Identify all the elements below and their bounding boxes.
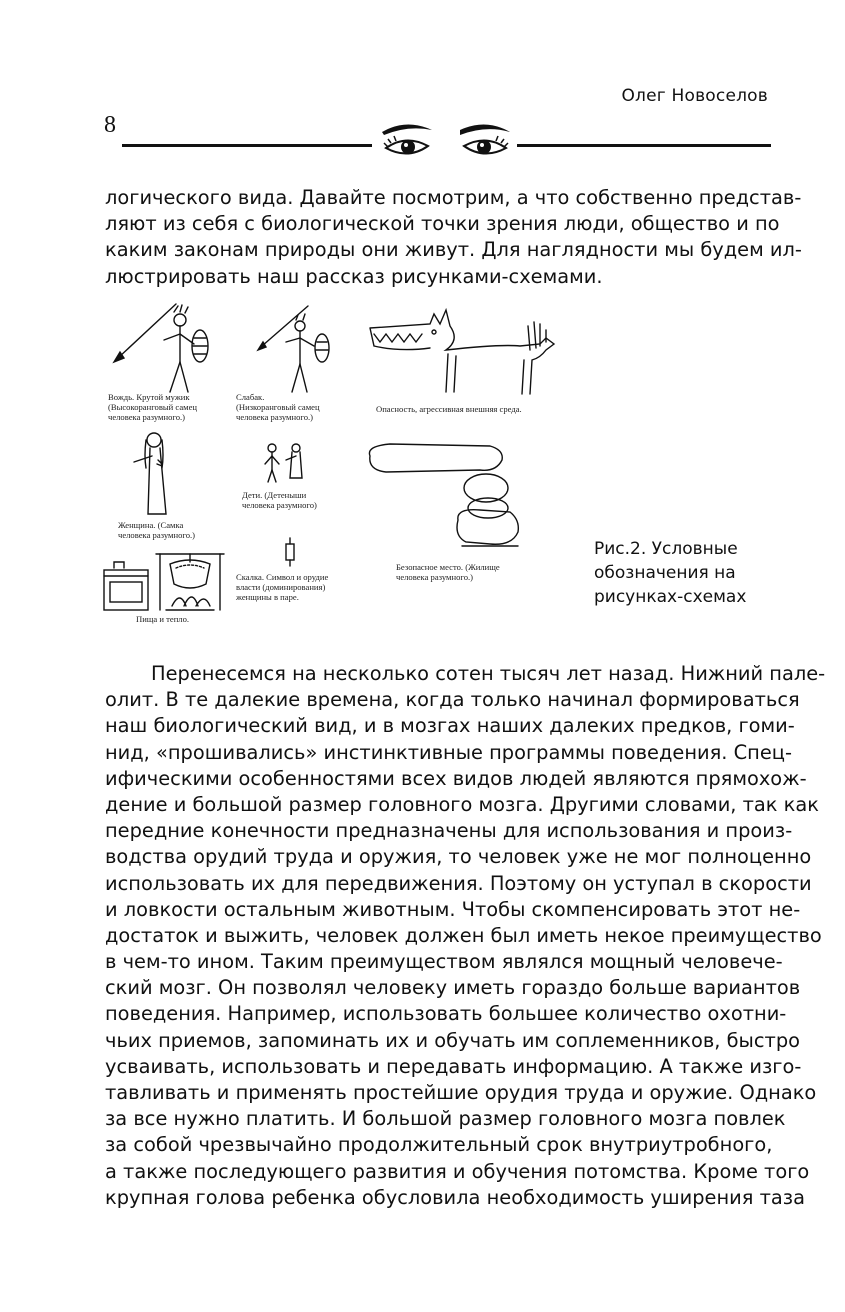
caption-line: Слабак. xyxy=(236,392,265,402)
text-line: ляют из себя с биологической точки зрения люди, общество и по xyxy=(105,212,780,236)
text-line: за все нужно платить. И большой размер головного мозга повлек xyxy=(105,1107,786,1131)
figure-symbols xyxy=(100,300,560,630)
text-line: чьих приемов, запоминать их и обучать им соплеменников, быстро xyxy=(105,1028,800,1052)
text-line: ифическими особенностями всех видов людей являются прямохож- xyxy=(105,766,807,790)
caption-food xyxy=(136,614,189,624)
text-line: логического вида. Давайте посмотрим, а что собственно представ- xyxy=(105,186,802,209)
safe-place-drawing xyxy=(369,444,518,546)
danger-wolf-drawing xyxy=(370,310,554,394)
text-line: достаток и выжить, человек должен был иметь некое преимущество xyxy=(105,923,822,947)
text-line: а также последующего развития и обучения потомства. Кроме того xyxy=(105,1159,810,1183)
text-line: водства орудий труда и оружия, то человек уже не мог полноценно xyxy=(105,845,812,869)
eyes-icon xyxy=(376,116,516,172)
body-paragraph-2 xyxy=(105,661,826,1211)
caption-weakling xyxy=(236,392,320,422)
text-line: усваивать, использовать и передавать информацию. А также изго- xyxy=(105,1054,802,1078)
caption-line: человека разумного) xyxy=(242,500,317,510)
caption-line: человека разумного.) xyxy=(396,572,474,582)
weakling-drawing xyxy=(258,306,329,392)
text-line: поведения. Например, использовать большее количество охотни- xyxy=(105,1002,787,1026)
caption-line: Дети. (Детеныши xyxy=(242,490,307,500)
caption-line: Вождь. Крутой мужик xyxy=(108,392,190,402)
header-rule-right xyxy=(517,144,771,147)
text-line: Перенесемся на несколько сотен тысяч лет назад. Нижний пале- xyxy=(151,662,826,685)
text-line: ский мозг. Он позволял человеку иметь гораздо больше вариантов xyxy=(105,976,801,1000)
text-line: дение и большой размер головного мозга. Другими словами, так как xyxy=(105,792,819,816)
text-line: передние конечности предназначены для использования и произ- xyxy=(105,819,793,843)
running-header-author: Олег Новоселов xyxy=(621,86,768,106)
caption-leader xyxy=(108,392,197,422)
leader-drawing xyxy=(114,304,208,392)
figure-caption-line: обозначения на xyxy=(594,563,736,583)
figure-caption-line: рисунках-схемах xyxy=(594,587,747,607)
text-line: люстрировать наш рассказ рисунками-схемами. xyxy=(105,264,603,288)
text-line: тавливать и применять простейшие орудия труда и оружие. Однако xyxy=(105,1081,817,1104)
figure-caption-line: Рис.2. Условные xyxy=(594,539,738,559)
caption-rolling-pin xyxy=(236,572,328,602)
text-line: олит. В те далекие времена, когда только начинал формироваться xyxy=(105,688,800,712)
food-drawing xyxy=(104,554,224,610)
rolling-pin-drawing xyxy=(286,538,294,566)
text-line: за собой чрезвычайно продолжительный срок внутриутробного, xyxy=(105,1133,773,1157)
header-rule-left xyxy=(122,144,372,147)
caption-line: (Высокоранговый самец xyxy=(108,402,197,412)
woman-drawing xyxy=(134,433,166,514)
caption-danger xyxy=(376,404,522,414)
text-line: нид, «прошивались» инстинктивные программы поведения. Спец- xyxy=(105,740,792,764)
text-line: каким законам природы они живут. Для наглядности мы будем ил- xyxy=(105,238,802,262)
caption-line: власти (доминирования) xyxy=(236,582,326,592)
caption-line: Опасность, агрессивная внешняя среда. xyxy=(376,404,522,414)
text-line: крупная голова ребенка обусловила необходимость уширения таза xyxy=(105,1185,805,1209)
caption-line: Скалка. Символ и орудие xyxy=(236,572,329,582)
caption-line: Безопасное место. (Жилище xyxy=(396,562,500,572)
page-number: 8 xyxy=(104,112,116,138)
text-line: использовать их для передвижения. Поэтому он уступал в скорости xyxy=(105,871,812,895)
caption-line: (Низкоранговый самец xyxy=(236,402,320,412)
caption-line: Женщина. (Самка xyxy=(118,520,184,530)
caption-children xyxy=(242,490,317,510)
caption-safe-place xyxy=(396,562,500,582)
text-line: и ловкости остальным животным. Чтобы скомпенсировать этот не- xyxy=(105,897,801,921)
body-paragraph-1 xyxy=(105,185,802,290)
text-line: наш биологический вид, и в мозгах наших далеких предков, гоми- xyxy=(105,714,795,738)
caption-woman xyxy=(118,520,195,540)
caption-line: человека разумного.) xyxy=(118,530,196,540)
text-line: в чем-то ином. Таким преимуществом являлся мощный человече- xyxy=(105,950,783,974)
caption-line: человека разумного.) xyxy=(108,412,186,422)
caption-line: женщины в паре. xyxy=(236,592,299,602)
caption-line: человека разумного.) xyxy=(236,412,314,422)
figure-caption xyxy=(594,537,746,609)
children-drawing xyxy=(265,444,302,482)
caption-line: Пища и тепло. xyxy=(136,614,190,624)
